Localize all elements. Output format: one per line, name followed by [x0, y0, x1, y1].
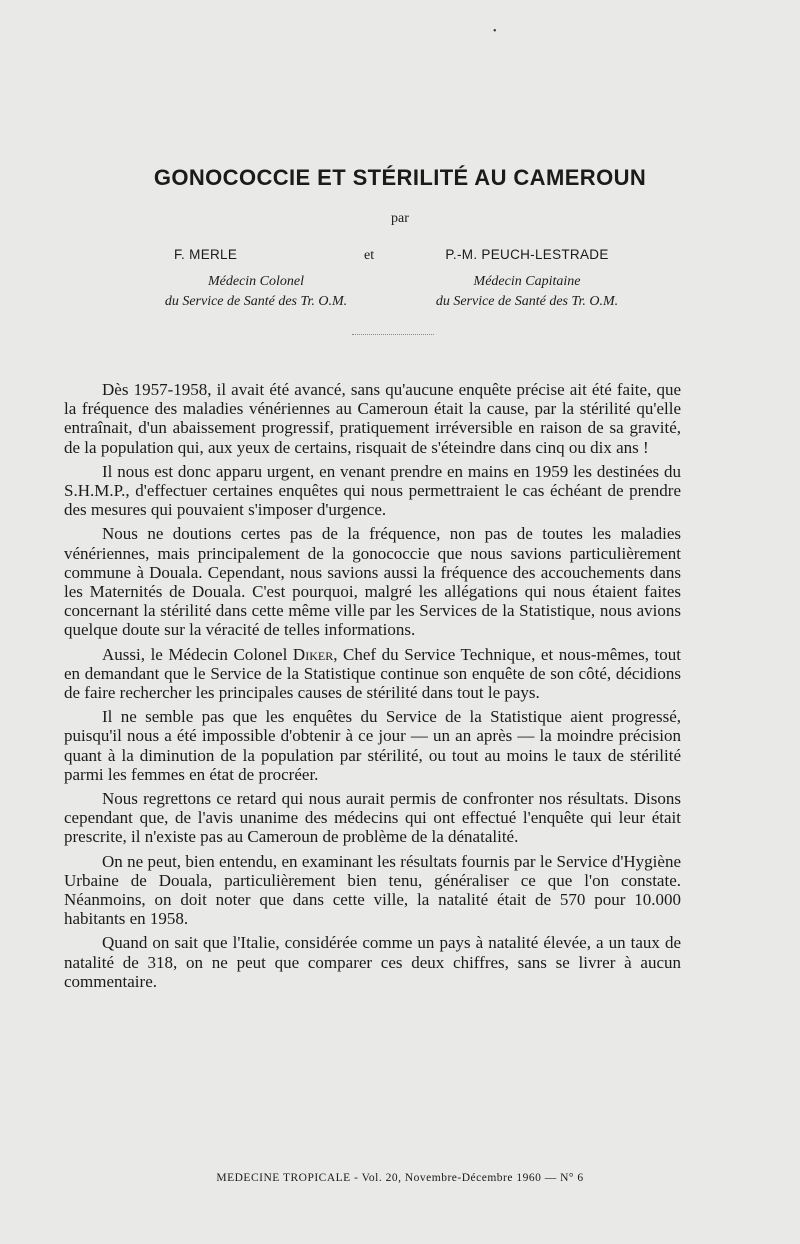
author-2-rank: Médecin Capitaine: [473, 274, 581, 289]
paragraph-4-end: , Chef du Service Technique, et nous-mêmes, tout en demandant que le Service de la Statistique continue son enquête de son côté, décidions de faire rechercher les principales causes de stérilité dans tout le pays.: [64, 644, 681, 703]
authors-block: [0, 247, 800, 317]
journal-footer: MEDECINE TROPICALE - Vol. 20, Novembre-Décembre 1960 — N° 6: [216, 1172, 584, 1184]
paragraph-7: On ne peut, bien entendu, en examinant les résultats fournis par le Service d'Hygiène Urbaine de Douala, particulièrement bien tenu, généraliser ce que l'on constate. Néanmoins, on doit noter que dans cette ville, la natalité était de 570 pour 10.000 habitants en 1958.: [64, 851, 681, 929]
paragraph-8: Quand on sait que l'Italie, considérée comme un pays à natalité élevée, a un taux de natalité de 318, on ne peut que comparer ces deux chiffres, sans se livrer à aucun commentaire.: [64, 933, 681, 991]
paragraph-4-start: Aussi, le Médecin Colonel: [102, 644, 293, 664]
title-divider: [352, 334, 434, 335]
paragraph-6: Nous regrettons ce retard qui nous aurait permis de confronter nos résultats. Disons cependant que, de l'avis unanime des médecins qui ont effectué l'enquête qui leur était prescrite, il n'existe pas au Cameroun de problème de la dénatalité.: [64, 789, 681, 847]
paragraph-1: Dès 1957-1958, il avait été avancé, sans qu'aucune enquête précise ait été faite, que la fréquence des maladies vénériennes au Cameroun était la cause, par la stérilité qu'elle entraînait, d'un abaissement progressif, pratiquement irréversible en raison de sa gravité, de la population qui, aux yeux de certains, risquait de s'éteindre dans cinq ou dix ans !: [64, 380, 681, 457]
article-title: GONOCOCCIE ET STÉRILITÉ AU CAMEROUN: [153, 165, 647, 190]
article-body: [64, 380, 681, 996]
author-connector: et: [364, 248, 375, 263]
person-name-diker: Diker: [292, 644, 334, 664]
print-mark: •: [493, 26, 497, 37]
author-1-name: F. MERLE: [174, 247, 238, 262]
paragraph-2: Il nous est donc apparu urgent, en venant prendre en mains en 1959 les destinées du S.H.M.P., d'effectuer certaines enquêtes qui nous permettraient le cas échéant de prendre des mesures qui pouvaient s'imposer d'urgence.: [64, 461, 681, 520]
paragraph-4: [64, 645, 681, 703]
paragraph-5: Il ne semble pas que les enquêtes du Service de la Statistique aient progressé, puisqu'il nous a été impossible d'obtenir à ce jour — un an après — la moindre précision quant à la diminution de la population par stérilité, ou tout au moins le taux de stérilité parmi les femmes en état de procréer.: [64, 707, 681, 784]
author-1-service: du Service de Santé des Tr. O.M.: [164, 294, 348, 309]
paragraph-3: Nous ne doutions certes pas de la fréquence, non pas de toutes les maladies vénériennes, mais principalement de la gonococcie que nous savions particulièrement commune à Douala. Cependant, nous savions aussi la fréquence des accouchements dans les Maternités de Douala. C'est pourquoi, malgré les allégations qui nous étaient faites concernant la stérilité dans cette même ville par les Services de la Statistique, nous avions quelque doute sur la véracité de telles informations.: [64, 524, 681, 640]
author-1-rank: Médecin Colonel: [207, 274, 305, 289]
author-2: [367, 247, 687, 312]
author-2-name: P.-M. PEUCH-LESTRADE: [445, 247, 609, 262]
byline-par: par: [391, 211, 409, 226]
author-2-service: du Service de Santé des Tr. O.M.: [435, 294, 619, 309]
